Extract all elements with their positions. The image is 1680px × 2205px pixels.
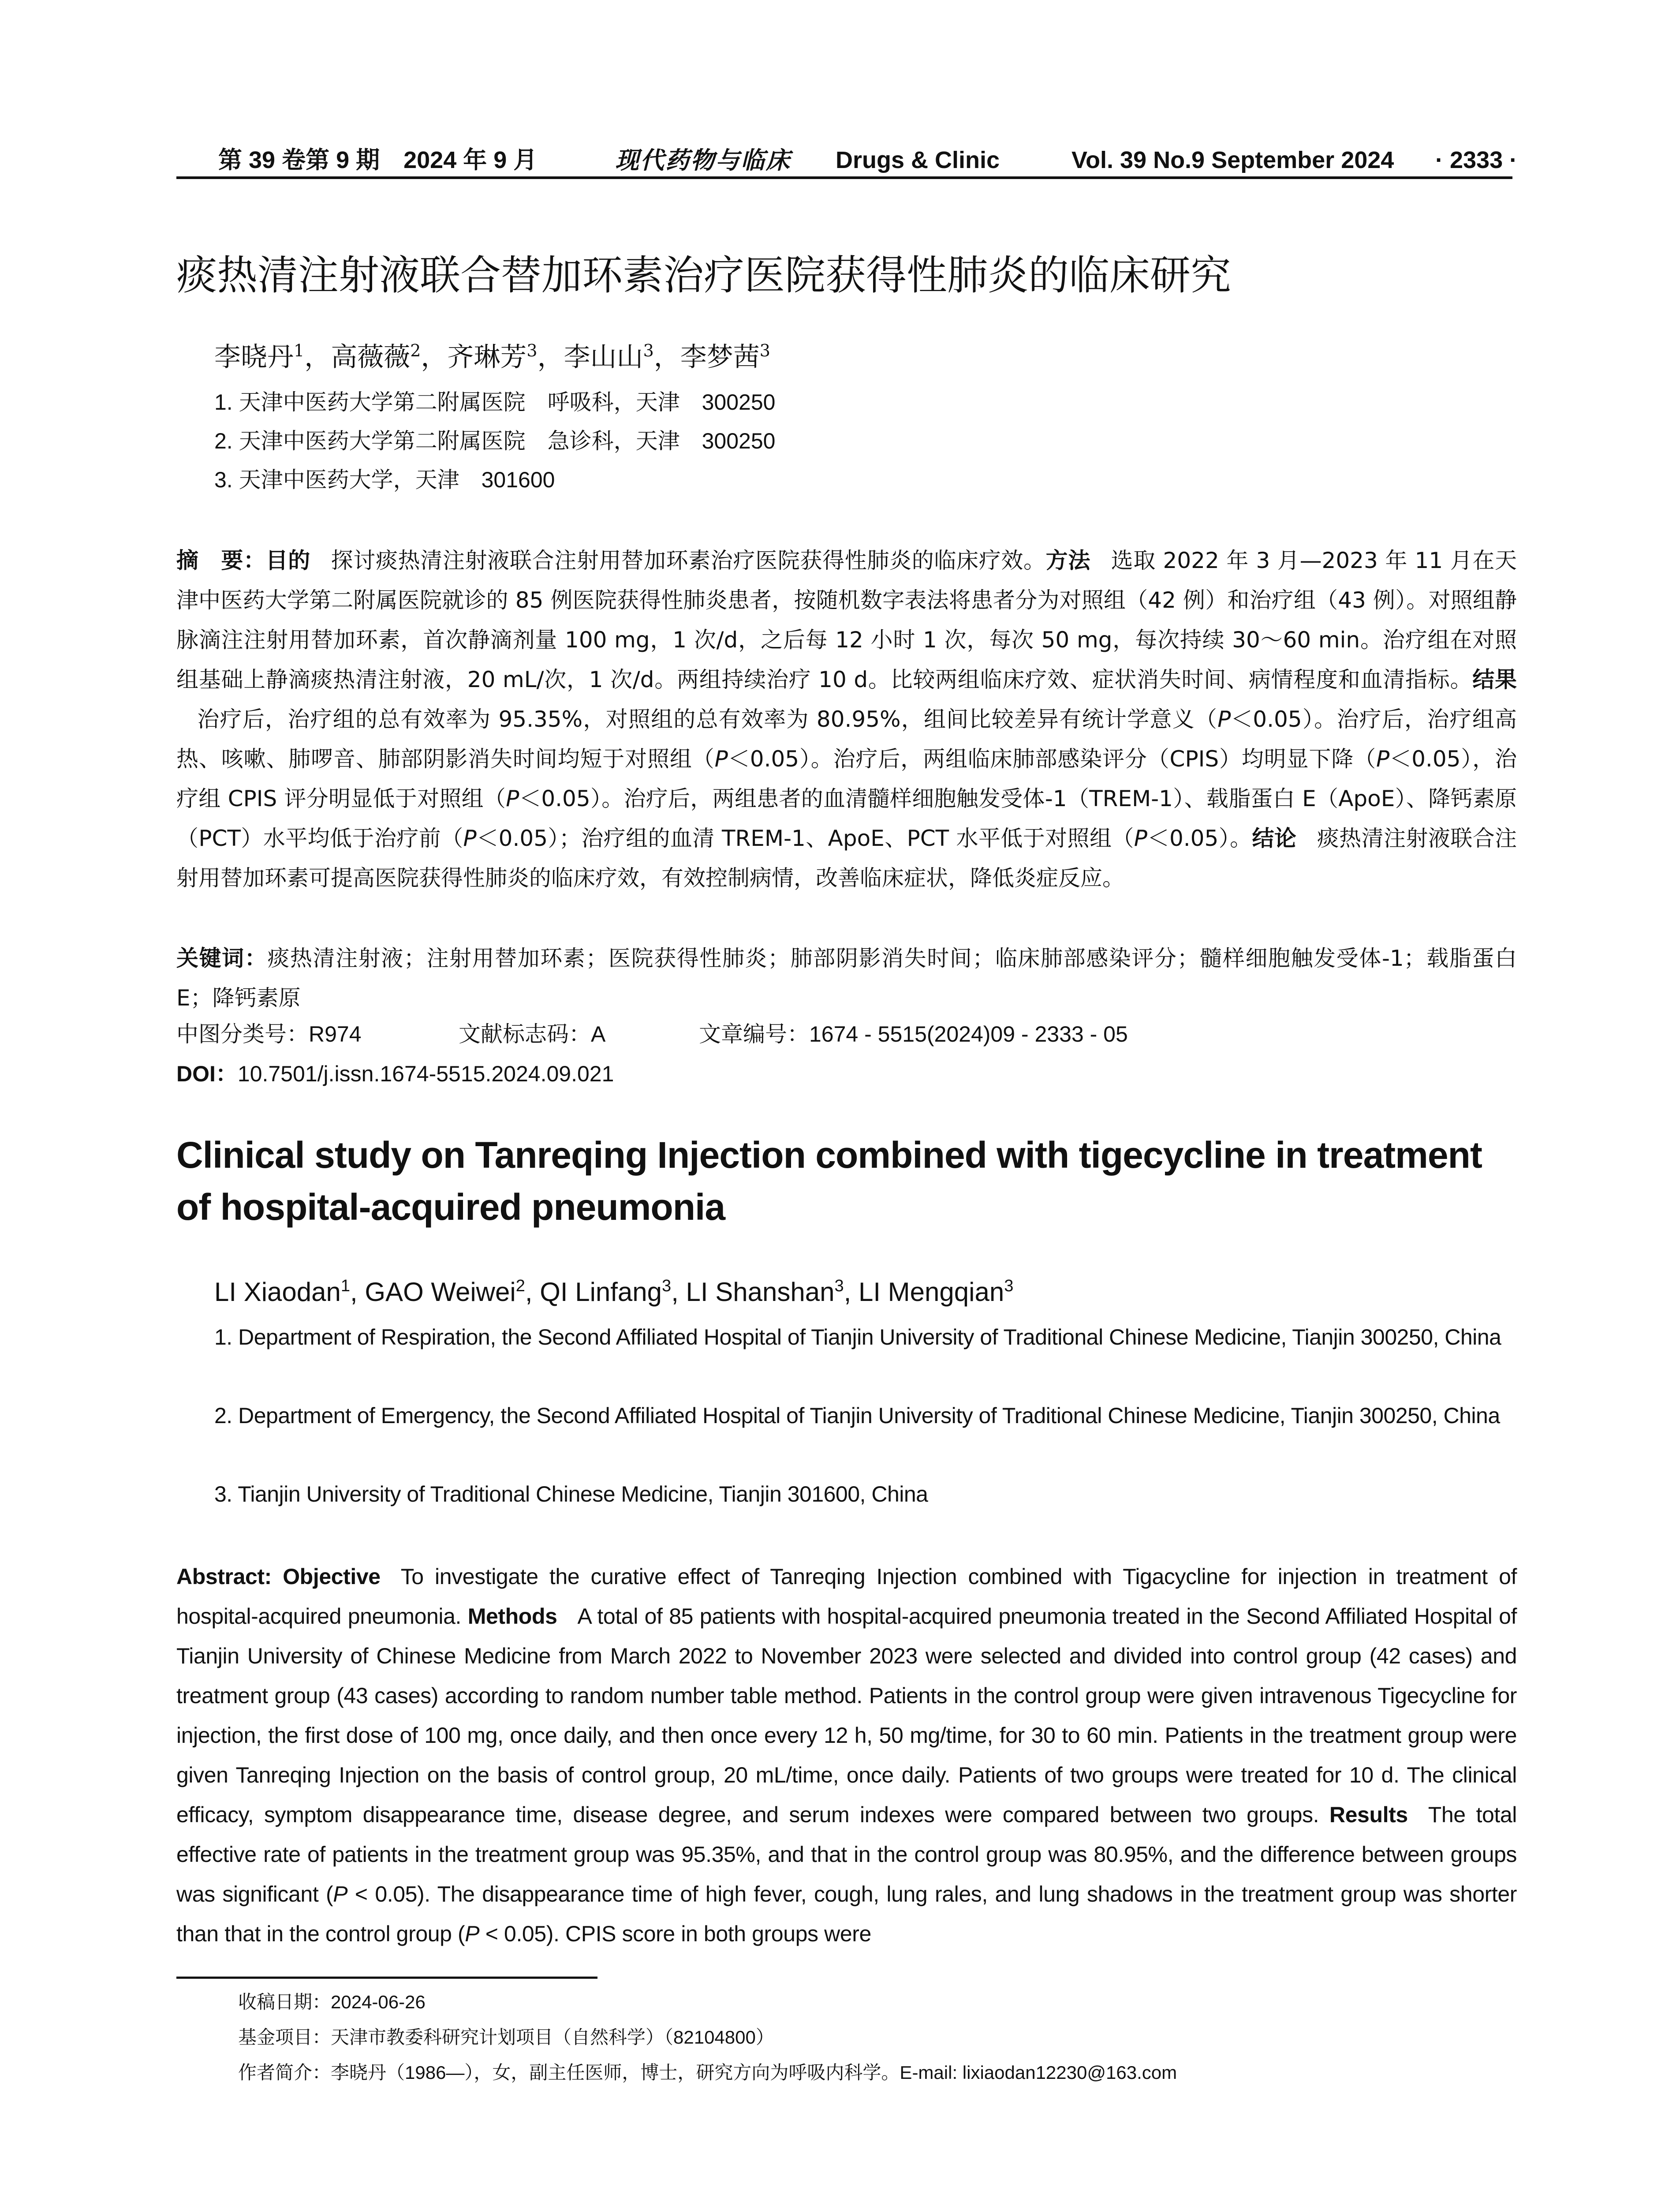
objective-text: 探讨痰热清注射液联合注射用替加环素治疗医院获得性肺炎的临床疗效。 bbox=[330, 548, 1046, 573]
author-affiliation-mark: 3 bbox=[643, 341, 654, 360]
author-separator: , bbox=[350, 1277, 365, 1307]
results-text: ＜0.05）。 bbox=[1147, 826, 1252, 851]
author-affiliation-mark: 3 bbox=[834, 1277, 844, 1295]
author-name: QI Linfang bbox=[540, 1277, 662, 1307]
running-header bbox=[176, 140, 1518, 180]
received-date: 收稿日期：2024-06-26 bbox=[238, 1992, 426, 2012]
issue-cn: 第 39 卷第 9 期 2024 年 9 月 bbox=[218, 147, 538, 173]
author-affiliation-mark: 2 bbox=[515, 1277, 525, 1295]
results-text: The total effective rate of patients in the treatment group was 95.35%, and that in the control group was 80.95%, and the difference between groups was significant ( bbox=[176, 1802, 1517, 1906]
results-text: < 0.05). CPIS score in both groups were bbox=[479, 1921, 871, 1946]
title-cn: 痰热清注射液联合替加环素治疗医院获得性肺炎的临床研究 bbox=[176, 252, 1232, 299]
p-value-symbol: P bbox=[1217, 706, 1231, 732]
author-name: GAO Weiwei bbox=[365, 1277, 516, 1307]
author-separator: ， bbox=[304, 342, 331, 373]
author-separator: , bbox=[844, 1277, 859, 1307]
affiliation-cn: 1. 天津中医药大学第二附属医院 呼吸科，天津 300250 bbox=[214, 390, 776, 415]
abstract-cn bbox=[176, 541, 1517, 898]
results-label: 结果 bbox=[1472, 667, 1517, 692]
results-label: Results bbox=[1329, 1802, 1408, 1827]
title-en: Clinical study on Tanreqing Injection combined with tigecycline in treatment of hospital-acquired pneumonia bbox=[176, 1134, 1482, 1228]
objective-label: Objective bbox=[283, 1564, 381, 1589]
p-value-symbol: P bbox=[506, 786, 519, 811]
results-text: ＜0.05），治疗组 CPIS 评分明显低于对照组（ bbox=[176, 746, 1517, 811]
conclusion-label: 结论 bbox=[1252, 826, 1297, 851]
author-affiliation-mark: 1 bbox=[340, 1277, 351, 1295]
methods-text: 选取 2022 年 3 月—2023 年 11 月在天津中医药大学第二附属医院就诊的 85 例医院获得性肺炎患者，按随机数字表法将患者分为对照组（42 例）和治疗组（43 例）。对照组静脉滴注注射用替加环素，首次静滴剂量 100 mg，1 次/d，之后每 12 小时 1 次，每次 50 mg，每次持续 30～60 min。治疗组在对照组基础上静滴痰热清注射液，20 mL/次，1 次/d。两组持续治疗 10 d。比较两组临床疗效、症状消失时间、病情程度和血清指标。 bbox=[176, 548, 1517, 692]
fund-project: 基金项目：天津市教委科研究计划项目（自然科学）（82104800） bbox=[238, 2027, 774, 2048]
author-name: 李山山 bbox=[564, 342, 643, 373]
doi-label: DOI： bbox=[176, 1061, 238, 1086]
abstract-en bbox=[176, 1557, 1517, 1954]
keywords-cn bbox=[176, 938, 1517, 1018]
keywords-label: 关键词： bbox=[176, 946, 268, 971]
issue-en: Vol. 39 No.9 September 2024 bbox=[1071, 147, 1394, 173]
results-text: < 0.05). The disappearance time of high fever, cough, lung rales, and lung shadows in the treatment group was shorter than that in the control group ( bbox=[176, 1882, 1517, 1946]
author-affiliation-mark: 3 bbox=[526, 341, 538, 360]
author-separator: ， bbox=[537, 342, 564, 373]
author-separator: , bbox=[671, 1277, 686, 1307]
author-separator: ， bbox=[653, 342, 680, 373]
author-separator: ， bbox=[421, 342, 448, 373]
page-number: · 2333 · bbox=[1435, 147, 1518, 173]
affiliation-en: 2. Department of Emergency, the Second Affiliated Hospital of Tianjin University of Traditional Chinese Medicine, Tianjin 300250, China bbox=[214, 1403, 1500, 1428]
classification-line bbox=[176, 1014, 1517, 1054]
author-affiliation-mark: 1 bbox=[294, 341, 305, 360]
methods-label: 方法 bbox=[1045, 548, 1090, 573]
results-text: ＜0.05）。治疗后，两组患者的血清髓样细胞触发受体-1（TREM-1）、载脂蛋白 E（ApoE）、降钙素原（PCT）水平均低于治疗前（ bbox=[176, 786, 1517, 851]
keywords-text: 痰热清注射液；注射用替加环素；医院获得性肺炎；肺部阴影消失时间；临床肺部感染评分；髓样细胞触发受体-1；载脂蛋白 E；降钙素原 bbox=[176, 946, 1517, 1011]
author-name: LI Xiaodan bbox=[214, 1277, 341, 1307]
p-value-symbol: P bbox=[714, 746, 728, 772]
header-rule bbox=[176, 176, 1512, 179]
p-value-symbol: P bbox=[333, 1882, 348, 1906]
author-separator: , bbox=[525, 1277, 540, 1307]
affiliation-cn: 2. 天津中医药大学第二附属医院 急诊科，天津 300250 bbox=[214, 429, 776, 453]
affiliation-cn: 3. 天津中医药大学，天津 301600 bbox=[214, 467, 555, 492]
authors-en bbox=[214, 1270, 1013, 1314]
author-affiliation-mark: 3 bbox=[662, 1277, 672, 1295]
abstract-label: Abstract: bbox=[176, 1564, 272, 1589]
results-text: ＜0.05）。治疗后，两组临床肺部感染评分（CPIS）均明显下降（ bbox=[728, 746, 1376, 772]
clc-number: 中图分类号：R974 bbox=[176, 1022, 362, 1046]
article-number: 文章编号：1674 - 5515(2024)09 - 2333 - 05 bbox=[699, 1022, 1128, 1046]
p-value-symbol: P bbox=[463, 826, 477, 851]
author-name: LI Shanshan bbox=[686, 1277, 835, 1307]
conclusion-text: 痰热清注射液联合注射用替加环素可提高医院获得性肺炎的临床疗效，有效控制病情，改善临床症状，降低炎症反应。 bbox=[176, 826, 1517, 891]
author-name: LI Mengqian bbox=[858, 1277, 1004, 1307]
author-name: 李晓丹 bbox=[214, 342, 294, 373]
results-text: 治疗后，治疗组的总有效率为 95.35%，对照组的总有效率为 80.95%，组间比较差异有统计学意义（ bbox=[197, 706, 1218, 732]
authors-cn bbox=[214, 335, 770, 379]
methods-label: Methods bbox=[467, 1604, 557, 1629]
author-name: 高薇薇 bbox=[331, 342, 411, 373]
author-bio: 作者简介：李晓丹（1986—），女，副主任医师，博士，研究方向为呼吸内科学。E-mail: lixiaodan12230@163.com bbox=[238, 2062, 1177, 2083]
author-affiliation-mark: 3 bbox=[759, 341, 770, 360]
footnote-rule bbox=[176, 1977, 597, 1979]
p-value-symbol: P bbox=[1376, 746, 1390, 772]
p-value-symbol: P bbox=[1134, 826, 1147, 851]
doi-line bbox=[176, 1054, 614, 1094]
document-code: 文献标志码：A bbox=[459, 1022, 606, 1046]
author-name: 李梦茜 bbox=[680, 342, 760, 373]
author-name: 齐琳芳 bbox=[447, 342, 527, 373]
author-affiliation-mark: 3 bbox=[1004, 1277, 1014, 1295]
affiliation-en: 3. Tianjin University of Traditional Chinese Medicine, Tianjin 301600, China bbox=[214, 1482, 928, 1506]
objective-text: To investigate the curative effect of Tanreqing Injection combined with Tigacycline for injection in treatment of hospital-acquired pneumonia. bbox=[176, 1564, 1517, 1629]
author-affiliation-mark: 2 bbox=[410, 341, 421, 360]
journal-name-cn: 现代药物与临床 bbox=[615, 146, 791, 174]
affiliation-en: 1. Department of Respiration, the Second Affiliated Hospital of Tianjin University of Traditional Chinese Medicine, Tianjin 300250, China bbox=[214, 1325, 1501, 1349]
abstract-label: 摘 要： bbox=[176, 548, 266, 573]
p-value-symbol: P bbox=[465, 1921, 480, 1946]
results-text: ＜0.05）。治疗后，治疗组高热、咳嗽、肺啰音、肺部阴影消失时间均短于对照组（ bbox=[176, 706, 1517, 772]
objective-label: 目的 bbox=[265, 548, 310, 573]
results-text: ＜0.05）；治疗组的血清 TREM-1、ApoE、PCT 水平低于对照组（ bbox=[476, 826, 1134, 851]
journal-name-en: Drugs & Clinic bbox=[836, 147, 1000, 173]
doi-value: 10.7501/j.issn.1674-5515.2024.09.021 bbox=[237, 1061, 614, 1086]
methods-text: A total of 85 patients with hospital-acquired pneumonia treated in the Second Affiliated Hospital of Tianjin University of Chinese Medicine from March 2022 to November 2023 were selected and divided into control group (42 cases) and treatment group (43 cases) according to random number table method. Patients in the control group were given intravenous Tigecycline for injection, the first dose of 100 mg, once daily, and then once every 12 h, 50 mg/time, for 30 to 60 min. Patients in the treatment group were given Tanreqing Injection on the basis of control group, 20 mL/time, once daily. Patients of two groups were treated for 10 d. The clinical efficacy, symptom disappearance time, disease degree, and serum indexes were compared between two groups. bbox=[176, 1604, 1517, 1827]
